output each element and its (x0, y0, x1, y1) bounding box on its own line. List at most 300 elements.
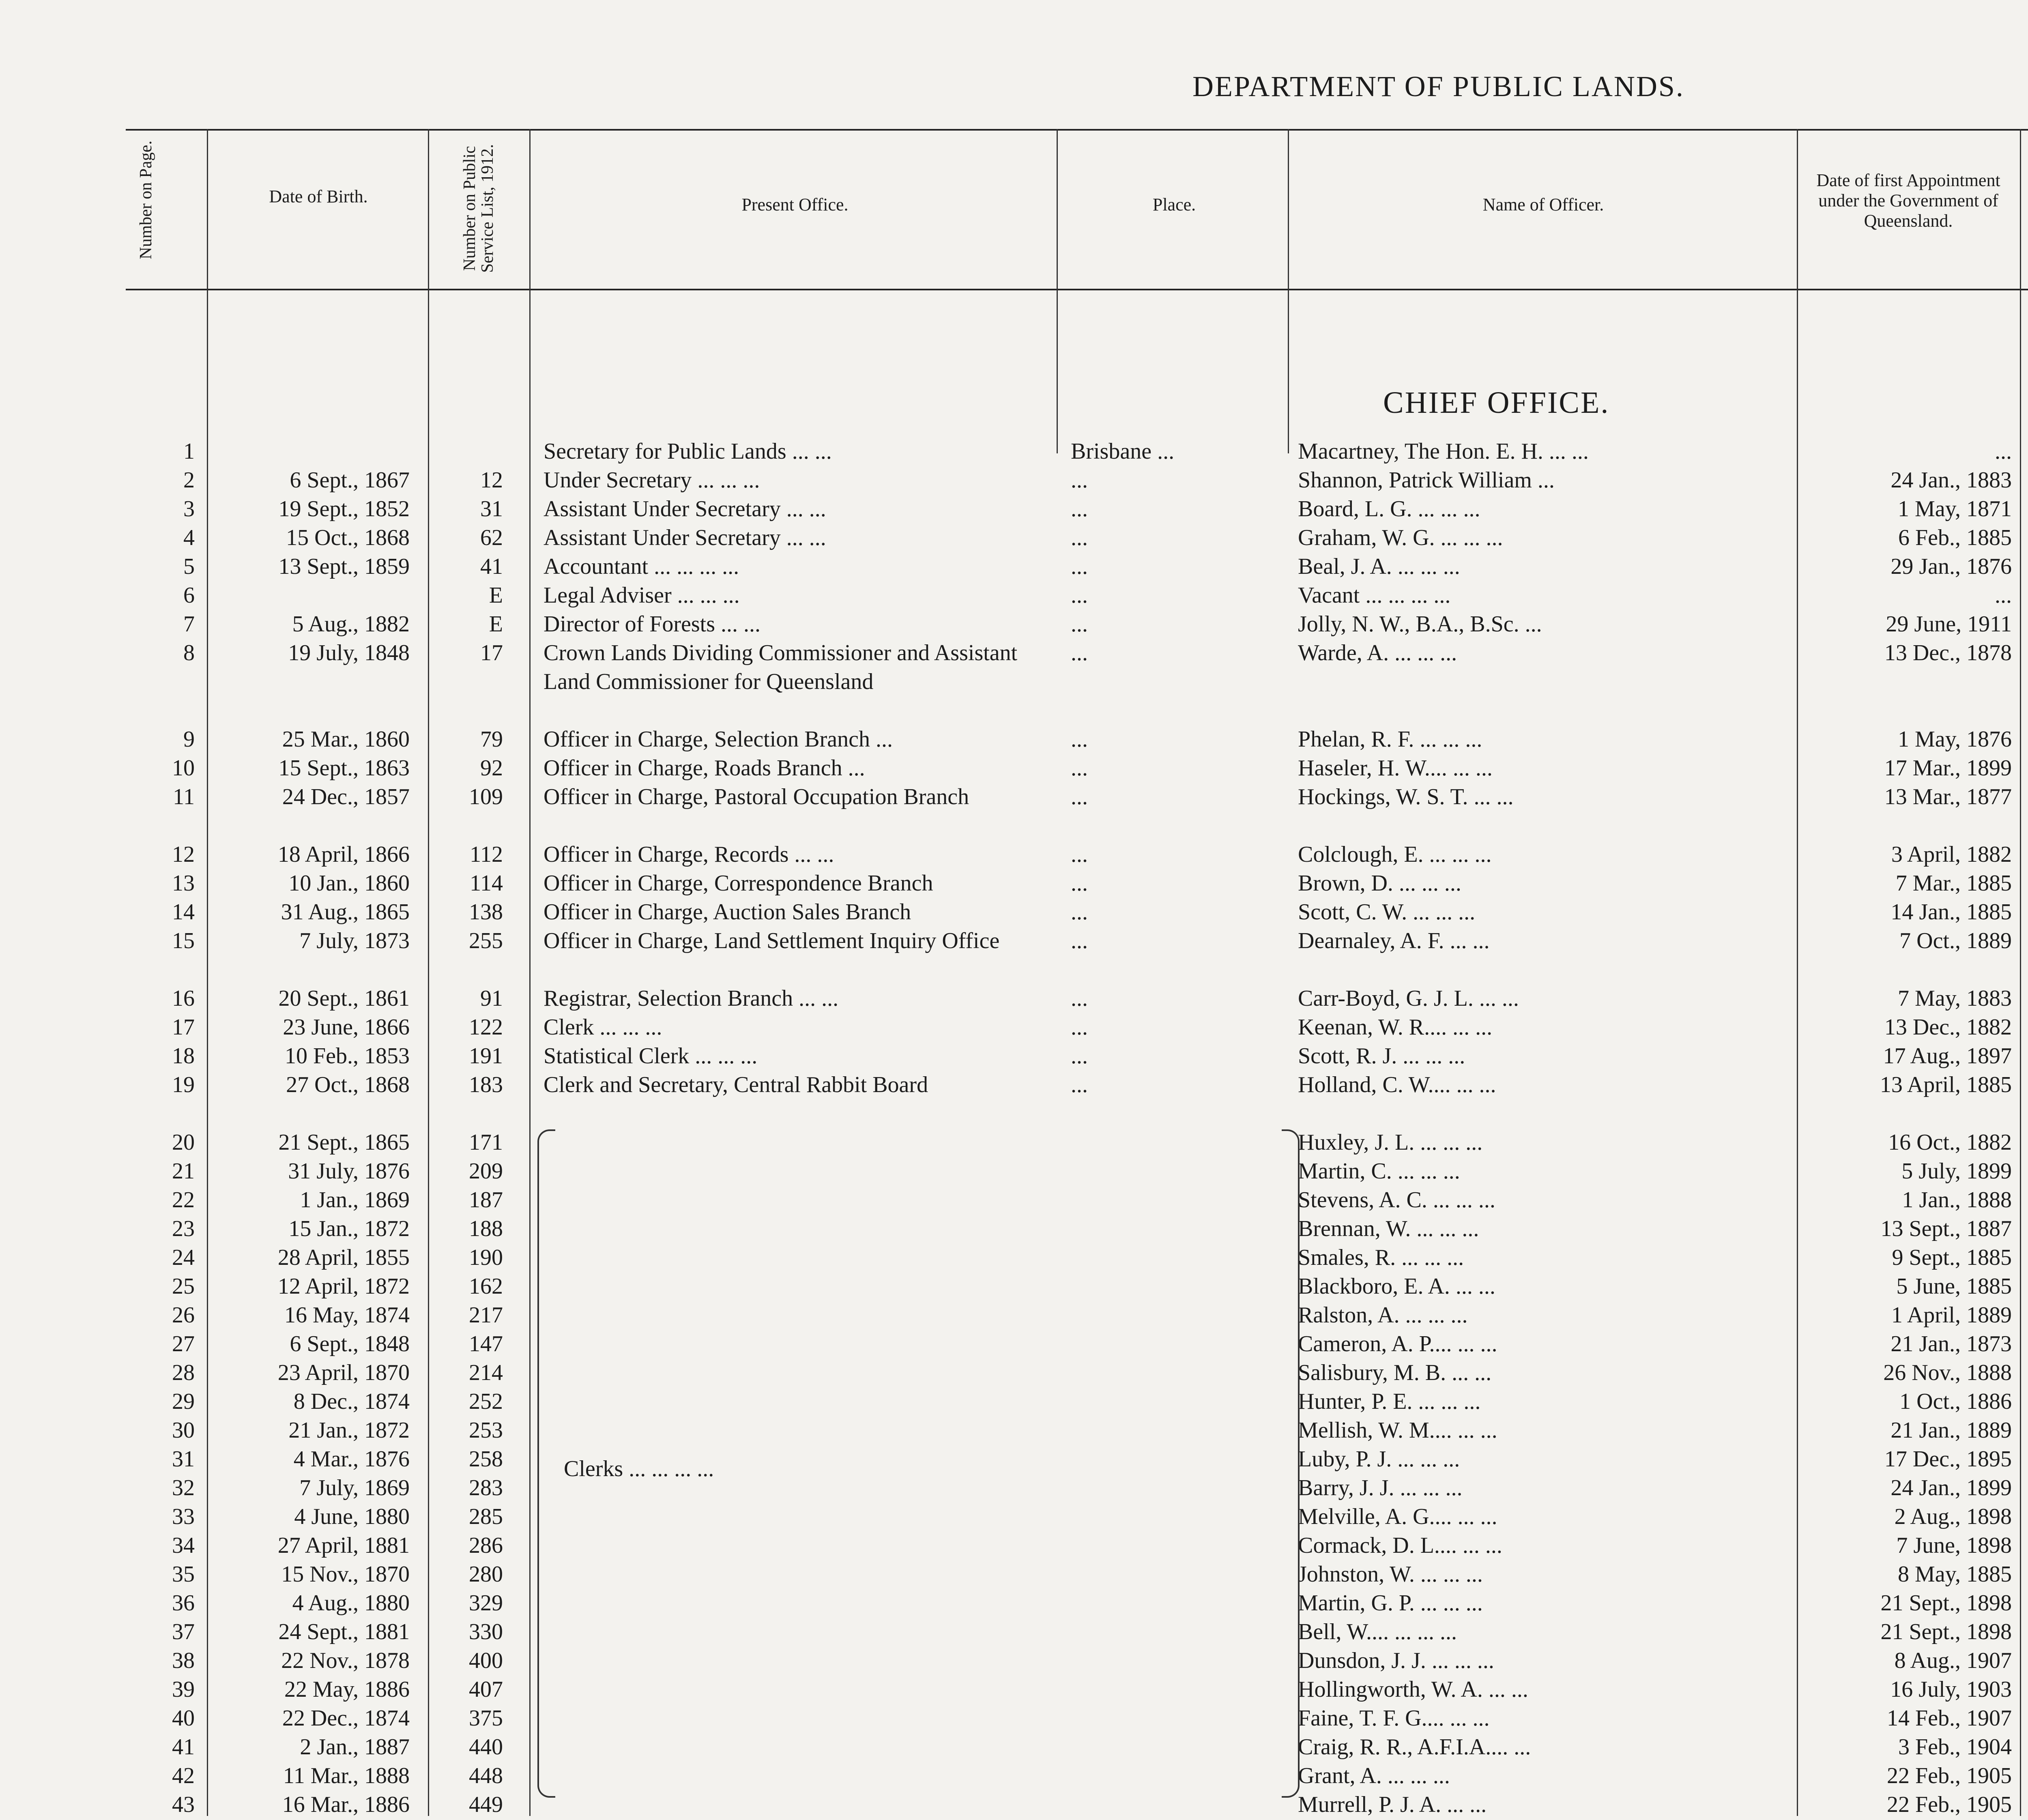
date-of-birth: 31 July, 1876 (288, 1159, 410, 1184)
service-list-number: 109 (469, 784, 503, 809)
date-of-birth: 15 Jan., 1872 (288, 1216, 410, 1241)
first-appointment-date: ... (1995, 583, 2012, 608)
table-top-rule (126, 129, 2028, 131)
clerks-brace-left (537, 1129, 555, 1798)
row-number: 39 (172, 1677, 195, 1702)
first-appointment-date: 7 Mar., 1885 (1895, 871, 2012, 896)
first-appointment-date: 1 May, 1876 (1897, 727, 2012, 752)
row-number: 20 (172, 1130, 195, 1155)
first-appointment-date: 1 April, 1889 (1891, 1303, 2012, 1328)
page-title: DEPARTMENT OF PUBLIC LANDS. (1192, 70, 1684, 103)
present-office: Legal Adviser ... ... ... (544, 583, 740, 608)
present-position-date (2024, 1531, 2028, 1560)
service-list-number: 217 (469, 1303, 503, 1328)
header-name-of-officer: Name of Officer. (1482, 195, 1604, 215)
service-list-number: 255 (469, 928, 503, 953)
date-of-birth: 4 Mar., 1876 (293, 1447, 410, 1472)
place: ... (1071, 1072, 1088, 1097)
table-row (0, 1474, 2028, 1502)
service-list-number: 112 (470, 842, 503, 867)
table-row (0, 869, 2028, 898)
officer-name: Bell, W.... ... ... ... (1298, 1619, 1457, 1644)
officer-name: Macartney, The Hon. E. H. ... ... (1298, 439, 1589, 464)
present-position-date (2024, 524, 2028, 552)
service-list-number: 188 (469, 1216, 503, 1241)
first-appointment-date: 1 Oct., 1886 (1899, 1389, 2012, 1414)
service-list-number: 31 (480, 496, 503, 522)
date-of-birth: 21 Jan., 1872 (288, 1418, 410, 1443)
table-row (0, 1013, 2028, 1042)
date-of-birth: 5 Aug., 1882 (292, 612, 410, 637)
service-list-number: 122 (469, 1015, 503, 1040)
first-appointment-date: 17 Aug., 1897 (1883, 1043, 2012, 1069)
service-list-number: 12 (480, 468, 503, 493)
present-office: Officer in Charge, Pastoral Occupation Branch (544, 784, 969, 809)
first-appointment-date: 5 July, 1899 (1901, 1159, 2012, 1184)
officer-name: Holland, C. W.... ... ... (1298, 1072, 1496, 1097)
row-number: 2 (183, 468, 195, 493)
officer-name: Brennan, W. ... ... ... (1298, 1216, 1479, 1241)
present-position-date (2024, 437, 2028, 466)
row-number: 41 (172, 1734, 195, 1760)
table-row (0, 1157, 2028, 1186)
present-office: Clerk and Secretary, Central Rabbit Board (544, 1072, 928, 1097)
row-number: 26 (172, 1303, 195, 1328)
first-appointment-date: 21 Sept., 1898 (1880, 1590, 2012, 1616)
table-row (0, 1416, 2028, 1445)
header-present-office: Present Office. (741, 195, 849, 215)
table-row (0, 840, 2028, 869)
service-list-number: 92 (480, 755, 503, 781)
row-number: 23 (172, 1216, 195, 1241)
date-of-birth: 2 Jan., 1887 (300, 1734, 410, 1760)
table-row (0, 1272, 2028, 1301)
present-position-date (2024, 1733, 2028, 1762)
officer-name: Shannon, Patrick William ... (1298, 468, 1555, 493)
present-position-date (2024, 1474, 2028, 1502)
first-appointment-date: 13 Sept., 1887 (1880, 1216, 2012, 1241)
present-position-date (2024, 783, 2028, 811)
present-position-date (2024, 869, 2028, 898)
table-row (0, 1186, 2028, 1215)
place: ... (1071, 554, 1088, 579)
row-number: 8 (183, 640, 195, 665)
row-number: 38 (172, 1648, 195, 1673)
row-number: 16 (172, 986, 195, 1011)
service-list-number: 258 (469, 1447, 503, 1472)
present-position-date (2024, 1762, 2028, 1790)
officer-name: Hunter, P. E. ... ... ... (1298, 1389, 1481, 1414)
table-row (0, 1387, 2028, 1416)
officer-name: Scott, R. J. ... ... ... (1298, 1043, 1465, 1069)
first-appointment-date: 7 May, 1883 (1897, 986, 2012, 1011)
date-of-birth: 11 Mar., 1888 (283, 1763, 410, 1788)
row-number: 3 (183, 496, 195, 522)
header-public-service-list: Number on Public Service List, 1912. (460, 144, 497, 273)
place: ... (1071, 1043, 1088, 1069)
table-row (0, 1215, 2028, 1243)
table-row (0, 1445, 2028, 1474)
row-number: 29 (172, 1389, 195, 1414)
service-list-number: 285 (469, 1504, 503, 1529)
present-office: Officer in Charge, Correspondence Branch (544, 871, 933, 896)
present-office: Accountant ... ... ... ... (544, 554, 739, 579)
row-number: 21 (172, 1159, 195, 1184)
service-list-number: 91 (480, 986, 503, 1011)
column-divider (1288, 129, 1289, 453)
present-position-date (2024, 1301, 2028, 1330)
first-appointment-date: 9 Sept., 1885 (1892, 1245, 2012, 1270)
date-of-birth: 8 Dec., 1874 (293, 1389, 410, 1414)
table-row (0, 1589, 2028, 1618)
table-row (0, 466, 2028, 495)
service-list-number: 280 (469, 1562, 503, 1587)
present-office: Under Secretary ... ... ... (544, 468, 760, 493)
service-list-number: 400 (469, 1648, 503, 1673)
table-row (0, 984, 2028, 1013)
date-of-birth: 27 Oct., 1868 (286, 1072, 410, 1097)
place: ... (1071, 583, 1088, 608)
officer-name: Craig, R. R., A.F.I.A.... ... (1298, 1734, 1531, 1760)
first-appointment-date: 24 Jan., 1899 (1891, 1475, 2012, 1500)
first-appointment-date: 22 Feb., 1905 (1887, 1792, 2012, 1817)
first-appointment-date: 16 July, 1903 (1890, 1677, 2012, 1702)
officer-name: Stevens, A. C. ... ... ... (1298, 1187, 1495, 1213)
officer-name: Luby, P. J. ... ... ... (1298, 1447, 1460, 1472)
service-list-number: 214 (469, 1360, 503, 1385)
table-row (0, 1042, 2028, 1071)
service-list-number: 190 (469, 1245, 503, 1270)
present-position-date (2024, 1128, 2028, 1157)
table-row (0, 1733, 2028, 1762)
first-appointment-date: 8 Aug., 1907 (1894, 1648, 2012, 1673)
date-of-birth: 4 Aug., 1880 (292, 1590, 410, 1616)
date-of-birth: 7 July, 1873 (299, 928, 410, 953)
service-list-number: 17 (480, 640, 503, 665)
officer-name: Cameron, A. P.... ... ... (1298, 1331, 1497, 1356)
date-of-birth: 6 Sept., 1867 (290, 468, 410, 493)
service-list-number: 114 (470, 871, 503, 896)
officer-name: Scott, C. W. ... ... ... (1298, 899, 1476, 925)
service-list-number: 138 (469, 899, 503, 925)
officer-name: Graham, W. G. ... ... ... (1298, 525, 1503, 550)
present-position-date (2024, 840, 2028, 869)
present-position-date (2024, 1359, 2028, 1387)
date-of-birth: 12 April, 1872 (277, 1274, 410, 1299)
officer-name: Mellish, W. M.... ... ... (1298, 1418, 1497, 1443)
date-of-birth: 27 April, 1881 (277, 1533, 410, 1558)
table-row (0, 927, 2028, 955)
table-row (0, 1531, 2028, 1560)
row-number: 7 (183, 612, 195, 637)
place: ... (1071, 612, 1088, 637)
date-of-birth: 10 Jan., 1860 (288, 871, 410, 896)
row-number: 37 (172, 1619, 195, 1644)
present-position-date (2024, 1416, 2028, 1445)
first-appointment-date: 8 May, 1885 (1897, 1562, 2012, 1587)
date-of-birth: 24 Sept., 1881 (278, 1619, 410, 1644)
officer-name: Warde, A. ... ... ... (1298, 640, 1457, 665)
row-number: 36 (172, 1590, 195, 1616)
service-list-number: 407 (469, 1677, 503, 1702)
table-row (0, 1646, 2028, 1675)
row-number: 18 (172, 1043, 195, 1069)
row-number: 22 (172, 1187, 195, 1213)
first-appointment-date: 14 Jan., 1885 (1891, 899, 2012, 925)
present-office: Clerk ... ... ... (544, 1015, 662, 1040)
date-of-birth: 23 April, 1870 (277, 1360, 410, 1385)
first-appointment-date: ... (1995, 439, 2012, 464)
officer-name: Cormack, D. L.... ... ... (1298, 1533, 1502, 1558)
header-place: Place. (1152, 195, 1196, 215)
service-list-number: E (489, 583, 503, 608)
officer-name: Martin, C. ... ... ... (1298, 1159, 1460, 1184)
row-number: 15 (172, 928, 195, 953)
officer-name: Salisbury, M. B. ... ... (1298, 1360, 1492, 1385)
row-number: 31 (172, 1447, 195, 1472)
first-appointment-date: 24 Jan., 1883 (1891, 468, 2012, 493)
present-position-date (2024, 466, 2028, 495)
present-position-date (2024, 581, 2028, 610)
row-number: 33 (172, 1504, 195, 1529)
column-divider (1057, 129, 1058, 453)
first-appointment-date: 2 Aug., 1898 (1894, 1504, 2012, 1529)
row-number: 4 (183, 525, 195, 550)
present-position-date (2024, 1186, 2028, 1215)
table-row (0, 1128, 2028, 1157)
service-list-number: 449 (469, 1792, 503, 1817)
row-number: 35 (172, 1562, 195, 1587)
service-list-number: 79 (480, 727, 503, 752)
date-of-birth: 4 June, 1880 (294, 1504, 410, 1529)
place: ... (1071, 899, 1088, 925)
officer-name: Hollingworth, W. A. ... ... (1298, 1677, 1528, 1702)
row-number: 17 (172, 1015, 195, 1040)
row-number: 9 (183, 727, 195, 752)
present-position-date (2024, 1790, 2028, 1819)
present-position-date (2024, 725, 2028, 754)
date-of-birth: 16 May, 1874 (284, 1303, 410, 1328)
first-appointment-date: 29 June, 1911 (1886, 612, 2012, 637)
header-number-on-page: Number on Page. (137, 140, 155, 260)
officer-name: Huxley, J. L. ... ... ... (1298, 1130, 1483, 1155)
place: ... (1071, 468, 1088, 493)
service-list-number: 147 (469, 1331, 503, 1356)
table-row (0, 898, 2028, 927)
service-list-number: 62 (480, 525, 503, 550)
present-position-date (2024, 1646, 2028, 1675)
first-appointment-date: 7 Oct., 1889 (1899, 928, 2012, 953)
officer-name: Melville, A. G.... ... ... (1298, 1504, 1497, 1529)
officer-name: Beal, J. A. ... ... ... (1298, 554, 1460, 579)
row-number: 12 (172, 842, 195, 867)
service-list-number: 41 (480, 554, 503, 579)
row-number: 24 (172, 1245, 195, 1270)
clerks-office-label: Clerks ... ... ... ... (564, 1456, 714, 1481)
table-row (0, 1704, 2028, 1733)
first-appointment-date: 21 Jan., 1889 (1891, 1418, 2012, 1443)
present-position-date (2024, 1215, 2028, 1243)
place: ... (1071, 727, 1088, 752)
first-appointment-date: 1 May, 1871 (1897, 496, 2012, 522)
row-number: 6 (183, 583, 195, 608)
present-office: Officer in Charge, Selection Branch ... (544, 727, 893, 752)
present-position-date (2024, 898, 2028, 927)
date-of-birth: 1 Jan., 1869 (300, 1187, 410, 1213)
service-list-number: 191 (469, 1043, 503, 1069)
present-position-date (2024, 1243, 2028, 1272)
table-row (0, 1301, 2028, 1330)
present-position-date (2024, 639, 2028, 667)
row-number: 11 (173, 784, 195, 809)
date-of-birth: 19 July, 1848 (288, 640, 410, 665)
first-appointment-date: 17 Dec., 1895 (1884, 1447, 2012, 1472)
first-appointment-date: 29 Jan., 1876 (1891, 554, 2012, 579)
present-position-date (2024, 927, 2028, 955)
place: ... (1071, 986, 1088, 1011)
officer-name: Johnston, W. ... ... ... (1298, 1562, 1483, 1587)
first-appointment-date: 3 April, 1882 (1891, 842, 2012, 867)
first-appointment-date: 16 Oct., 1882 (1888, 1130, 2012, 1155)
first-appointment-date: 5 June, 1885 (1896, 1274, 2012, 1299)
place: Brisbane ... (1071, 439, 1175, 464)
table-row (0, 1330, 2028, 1359)
present-position-date (2024, 1272, 2028, 1301)
table-row (0, 495, 2028, 524)
first-appointment-date: 21 Jan., 1873 (1891, 1331, 2012, 1356)
service-list-number: 440 (469, 1734, 503, 1760)
officer-name: Barry, J. J. ... ... ... (1298, 1475, 1463, 1500)
present-office: Officer in Charge, Auction Sales Branch (544, 899, 911, 925)
place: ... (1071, 928, 1088, 953)
date-of-birth: 13 Sept., 1859 (278, 554, 410, 579)
service-list-number: 183 (469, 1072, 503, 1097)
first-appointment-date: 21 Sept., 1898 (1880, 1619, 2012, 1644)
table-row (0, 725, 2028, 754)
table-row (0, 1359, 2028, 1387)
present-position-date (2024, 1071, 2028, 1099)
service-list-number: 187 (469, 1187, 503, 1213)
date-of-birth: 19 Sept., 1852 (278, 496, 410, 522)
date-of-birth: 16 Mar., 1886 (282, 1792, 410, 1817)
present-office: Registrar, Selection Branch ... ... (544, 986, 839, 1011)
officer-name: Vacant ... ... ... ... (1298, 583, 1451, 608)
row-number: 34 (172, 1533, 195, 1558)
row-number: 42 (172, 1763, 195, 1788)
present-position-date (2024, 1157, 2028, 1186)
row-number: 43 (172, 1792, 195, 1817)
first-appointment-date: 13 April, 1885 (1880, 1072, 2012, 1097)
service-list-number: 375 (469, 1706, 503, 1731)
officer-name: Dunsdon, J. J. ... ... ... (1298, 1648, 1494, 1673)
service-list-number: 286 (469, 1533, 503, 1558)
first-appointment-date: 13 Dec., 1878 (1884, 640, 2012, 665)
date-of-birth: 20 Sept., 1861 (278, 986, 410, 1011)
present-position-date (2024, 495, 2028, 524)
first-appointment-date: 6 Feb., 1885 (1898, 525, 2012, 550)
table-row (0, 1762, 2028, 1790)
table-row (0, 1243, 2028, 1272)
present-position-date (2024, 552, 2028, 581)
service-list-number: 171 (469, 1130, 503, 1155)
present-office: Officer in Charge, Roads Branch ... (544, 755, 865, 781)
officer-name: Jolly, N. W., B.A., B.Sc. ... (1298, 612, 1542, 637)
table-row (0, 581, 2028, 610)
table-row (0, 1790, 2028, 1819)
service-list-number: 283 (469, 1475, 503, 1500)
table-row (0, 437, 2028, 466)
present-position-date (2024, 1704, 2028, 1733)
service-list-number: 209 (469, 1159, 503, 1184)
present-office: Officer in Charge, Records ... ... (544, 842, 834, 867)
service-list-number: E (489, 612, 503, 637)
officer-name: Ralston, A. ... ... ... (1298, 1303, 1468, 1328)
date-of-birth: 15 Oct., 1868 (286, 525, 410, 550)
officer-name: Colclough, E. ... ... ... (1298, 842, 1492, 867)
row-number: 19 (172, 1072, 195, 1097)
present-office: Assistant Under Secretary ... ... (544, 496, 826, 522)
present-position-date (2024, 1042, 2028, 1071)
officer-name: Grant, A. ... ... ... (1298, 1763, 1450, 1788)
date-of-birth: 28 April, 1855 (277, 1245, 410, 1270)
first-appointment-date: 13 Dec., 1882 (1884, 1015, 2012, 1040)
present-position-date (2024, 1560, 2028, 1589)
row-number: 1 (183, 439, 195, 464)
service-list-number: 252 (469, 1389, 503, 1414)
officer-name: Keenan, W. R.... ... ... (1298, 1015, 1493, 1040)
present-office: Assistant Under Secretary ... ... (544, 525, 826, 550)
date-of-birth: 18 April, 1866 (277, 842, 410, 867)
present-position-date (2024, 1445, 2028, 1474)
table-row (0, 754, 2028, 783)
header-date-first-appointment: Date of first Appointment under the Government of Queensland. (1816, 170, 2000, 231)
officer-name: Haseler, H. W.... ... ... (1298, 755, 1493, 781)
present-position-date (2024, 1013, 2028, 1042)
first-appointment-date: 13 Mar., 1877 (1884, 784, 2012, 809)
present-position-date (2024, 1502, 2028, 1531)
first-appointment-date: 1 Jan., 1888 (1902, 1187, 2012, 1213)
officer-name: Phelan, R. F. ... ... ... (1298, 727, 1482, 752)
service-list-number: 162 (469, 1274, 503, 1299)
header-bottom-rule (126, 289, 2028, 290)
present-office: Officer in Charge, Land Settlement Inquiry Office (544, 928, 1000, 953)
first-appointment-date: 7 June, 1898 (1896, 1533, 2012, 1558)
row-number: 25 (172, 1274, 195, 1299)
row-number: 10 (172, 755, 195, 781)
place: ... (1071, 755, 1088, 781)
date-of-birth: 22 Dec., 1874 (282, 1706, 410, 1731)
present-position-date (2024, 1589, 2028, 1618)
officer-name: Blackboro, E. A. ... ... (1298, 1274, 1495, 1299)
date-of-birth: 22 Nov., 1878 (281, 1648, 410, 1673)
row-number: 40 (172, 1706, 195, 1731)
table-row (0, 524, 2028, 552)
present-office: Director of Forests ... ... (544, 612, 761, 637)
officer-name: Martin, G. P. ... ... ... (1298, 1590, 1483, 1616)
present-position-date (2024, 984, 2028, 1013)
table-row (0, 1675, 2028, 1704)
header-date-present-position (2024, 178, 2028, 219)
place: ... (1071, 496, 1088, 522)
place: ... (1071, 871, 1088, 896)
place: ... (1071, 525, 1088, 550)
table-row (0, 639, 2028, 694)
row-number: 14 (172, 899, 195, 925)
date-of-birth: 10 Feb., 1853 (285, 1043, 410, 1069)
section-heading: CHIEF OFFICE. (1383, 386, 1610, 420)
place: ... (1071, 1015, 1088, 1040)
service-list-number: 448 (469, 1763, 503, 1788)
